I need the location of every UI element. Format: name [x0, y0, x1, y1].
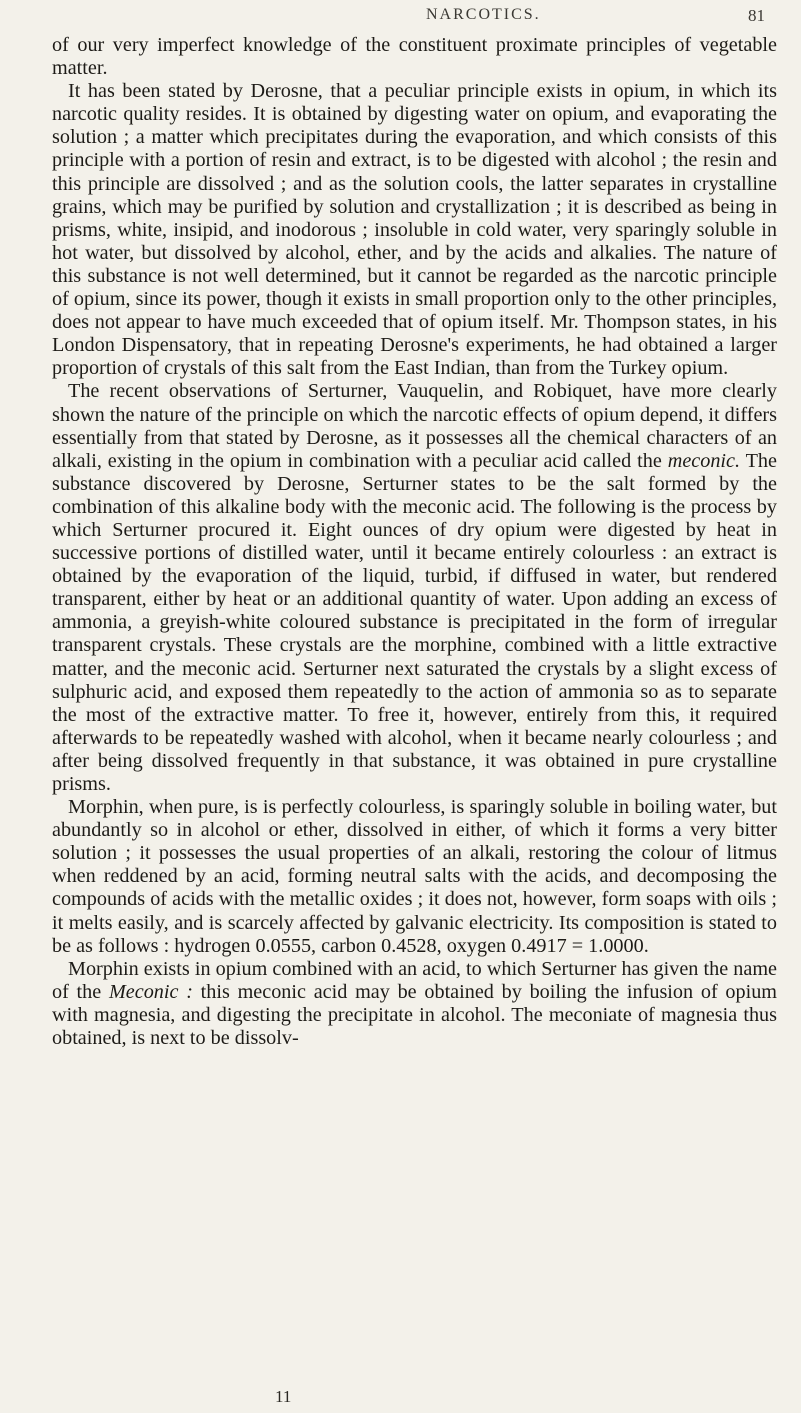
paragraph-5-italic-term: Meconic : [108, 980, 193, 1003]
paragraph-3-italic-term: meconic. [667, 449, 741, 472]
paragraph-3 [52, 380, 777, 796]
paragraph-3-rest: The substance discovered by Derosne, Serturner states to be the salt formed by the combination of this alkaline body with the meconic acid. The following is the process by which Serturner procured it. Eight ounces of dry opium were digested by heat in successive portions of distilled water, until it became entirely colourless : an extract is obtained by the evaporation of the liquid, turbid, if diffused in water, but rendered transparent, either by heat or an additional quantity of water. Upon adding an excess of ammonia, a greyish-white coloured substance is precipitated in the form of irregular transparent crystals. These crystals are the morphine, combined with a little extractive matter, and the meconic acid. Serturner next saturated the crystals by a slight excess of sulphuric acid, and exposed them repeatedly to the action of ammonia so as to separate the most of the extractive matter. To free it, however, entirely from this, it required afterwards to be repeatedly washed with alcohol, when it became nearly colourless ; and after being dissolved frequently in that substance, it was obtained in pure crystalline prisms. [52, 449, 777, 795]
paragraph-5-text: Morphin exists in opium combined with an acid, to which Serturner has given the name of the [52, 957, 777, 1003]
signature-mark: 11 [275, 1387, 292, 1406]
running-head-title: NARCOTICS. [426, 6, 541, 23]
body-text [52, 34, 777, 1050]
paragraph-2: It has been stated by Derosne, that a peculiar principle exists in opium, in which its narcotic quality resides. It is obtained by digesting water on opium, and evaporating the solution ; a matter which precipitates during the evaporation, and which consists of this principle with a portion of resin and extract, is to be digested with alcohol ; the resin and this principle are dissolved ; and as the solution cools, the latter separates in crystalline grains, which may be purified by solution and crystallization ; it is described as being in prisms, white, insipid, and inodorous ; insoluble in cold water, very sparingly soluble in hot water, but dissolved by alcohol, ether, and by the acids and alkalies. The nature of this substance is not well determined, but it cannot be regarded as the narcotic principle of opium, since its power, though it exists in small proportion only to the other principles, does not appear to have much exceeded that of opium itself. Mr. Thompson states, in his London Dispensatory, that in repeating Derosne's experiments, he had obtained a larger proportion of crystals of this salt from the East Indian, than from the Turkey opium. [52, 80, 777, 380]
running-head [40, 6, 765, 34]
paragraph-3-text: The recent observations of Serturner, Vauquelin, and Robiquet, have more clearly shown the nature of the principle on which the narcotic effects of opium depend, it differs essentially from that stated by Derosne, as it possesses all the chemical characters of an alkali, existing in the opium in combination with a peculiar acid called the [52, 380, 777, 472]
paragraph-5-rest: this meconic acid may be obtained by boiling the infusion of opium with magnesia, and digesting the precipitate in alcohol. The meconiate of magnesia thus obtained, is next to be dissolv- [52, 980, 777, 1050]
page-number: 81 [748, 6, 765, 25]
paragraph-5 [52, 958, 777, 1050]
paragraph-1: of our very imperfect knowledge of the constituent proximate principles of vegetable matter. [52, 34, 777, 80]
paragraph-4: Morphin, when pure, is is perfectly colourless, is sparingly soluble in boiling water, but abundantly so in alcohol or ether, dissolved in either, of which it forms a very bitter solution ; it possesses the usual properties of an alkali, restoring the colour of litmus when reddened by an acid, forming neutral salts with the acids, and decomposing the compounds of acids with the metallic oxides ; it does not, however, form soaps with oils ; it melts easily, and is scarcely affected by galvanic electricity. Its composition is stated to be as follows : hydrogen 0.0555, carbon 0.4528, oxygen 0.4917 = 1.0000. [52, 796, 777, 957]
